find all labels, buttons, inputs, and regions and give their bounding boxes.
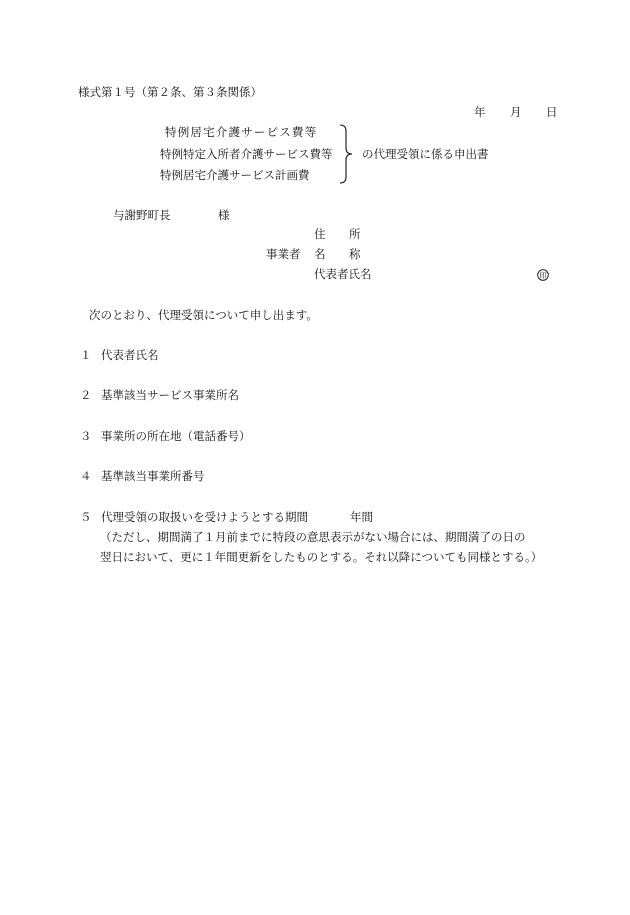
addressee-honorific: 様: [218, 208, 230, 222]
right-brace-icon: [338, 124, 360, 184]
seal-mark-icon: [537, 269, 549, 281]
item-5-number: ５: [80, 510, 92, 524]
intro-text: 次のとおり、代理受領について申し出ます。: [89, 308, 318, 322]
seal-mark-text: 印: [539, 271, 547, 280]
addressee-name: 与謝野町長: [113, 208, 171, 222]
date-year-label: 年: [474, 105, 486, 119]
item-1-text: 代表者氏名: [101, 348, 159, 362]
title-suffix: の代理受領に係る申出書: [362, 147, 489, 161]
address-label-part-1: 住: [314, 227, 326, 241]
name-label-part-1: 名: [314, 247, 326, 261]
date-day-label: 日: [546, 105, 558, 119]
applicant-label: 事業者: [266, 247, 301, 261]
item-3-number: ３: [80, 429, 92, 443]
item-5-text: 代理受領の取扱いを受けようとする期間: [101, 510, 308, 524]
item-3-text: 事業所の所在地（電話番号）: [101, 429, 251, 443]
form-number: 様式第１号（第２条、第３条関係）: [78, 85, 262, 99]
title-line-3: 特例居宅介護サービス計画費: [160, 168, 310, 182]
address-label-part-2: 所: [349, 227, 361, 241]
name-label-part-2: 称: [349, 247, 361, 261]
representative-label: 代表者氏名: [314, 267, 372, 281]
item-4-number: ４: [80, 469, 92, 483]
item-2-number: ２: [80, 388, 92, 402]
title-line-2: 特例特定入所者介護サービス費等: [160, 147, 333, 161]
note-line-1: （ただし、期間満了１月前までに特段の意思表示がない場合には、期間満了の日の: [100, 530, 526, 544]
item-5-period-unit: 年間: [350, 510, 373, 524]
item-2-text: 基準該当サービス事業所名: [101, 388, 239, 402]
item-1-number: １: [80, 348, 92, 362]
date-month-label: 月: [510, 105, 522, 119]
note-line-2: 翌日において、更に１年間更新をしたものとする。それ以降についても同様とする。）: [100, 550, 543, 564]
title-line-1: 特例居宅介護サービス費等: [165, 125, 318, 139]
item-4-text: 基準該当事業所番号: [101, 469, 205, 483]
